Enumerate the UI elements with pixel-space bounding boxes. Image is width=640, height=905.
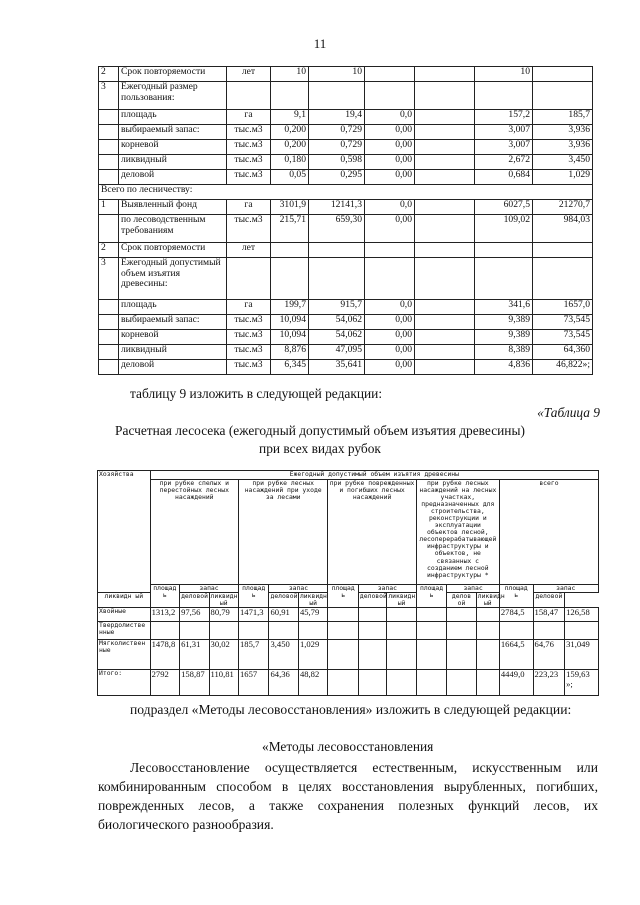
table-cell <box>99 300 119 315</box>
table-cell <box>415 315 475 330</box>
table-cell: 158,47 <box>533 608 565 622</box>
table-cell <box>475 258 533 300</box>
table-cell: 0,00 <box>365 140 415 155</box>
stock-header: запас <box>447 585 500 593</box>
table-cell: деловой <box>119 360 227 375</box>
table-row <box>99 243 593 258</box>
table-label: «Таблица 9 <box>537 405 600 420</box>
table-cell <box>416 670 447 696</box>
table-cell: 73,545 <box>533 315 593 330</box>
table-cell <box>475 82 533 110</box>
table-cell <box>533 622 565 640</box>
table-cell: тыс.м3 <box>227 140 271 155</box>
table-cell: 4,836 <box>475 360 533 375</box>
table-cell: 10,094 <box>271 330 309 345</box>
table-cell: 1657 <box>238 670 269 696</box>
table-cell: 3101,9 <box>271 200 309 215</box>
table-cell: 185,7 <box>533 110 593 125</box>
table-cell: 0,729 <box>309 125 365 140</box>
table-cell <box>227 258 271 300</box>
table-cell <box>415 243 475 258</box>
table-cell: 1664,5 <box>499 640 533 670</box>
table-cell <box>533 67 593 82</box>
liquid-header: ликвидн ый <box>388 592 416 608</box>
table-cell: 158,87 <box>180 670 209 696</box>
table-cell <box>475 243 533 258</box>
table-row <box>99 315 593 330</box>
table-cell <box>533 82 593 110</box>
table-row <box>99 258 593 300</box>
table-cell <box>358 622 386 640</box>
table-cell: площадь <box>119 300 227 315</box>
table-cell <box>358 670 386 696</box>
table-cell: тыс.м3 <box>227 125 271 140</box>
business-header: деловой <box>533 593 565 608</box>
table-cell <box>415 345 475 360</box>
col-main: Ежегодный допустимый объем изъятия древесины <box>150 471 598 480</box>
table-cell <box>387 608 416 622</box>
table-cell <box>415 67 475 82</box>
table-cell: 73,545 <box>533 330 593 345</box>
table-cell <box>387 622 416 640</box>
table-cell <box>387 640 416 670</box>
table-cell <box>328 670 359 696</box>
table-cell: 10 <box>271 67 309 82</box>
table-cell: Срок повторяемости <box>119 243 227 258</box>
area-header: площад ь <box>416 585 447 608</box>
table-cell: 80,79 <box>209 608 238 622</box>
table-cell: тыс.м3 <box>227 315 271 330</box>
table-cell <box>99 140 119 155</box>
table-cell <box>447 640 476 670</box>
table-title: Расчетная лесосека (ежегодный допустимый объем изъятия древесины) <box>115 423 525 438</box>
paragraph-methods: Лесовосстановление осуществляется естественным, искусственным или комбинированным способом в целях восстановления вырубленных, погибших, поврежденных лесов, а также сохранения полезных функций лесов, их биологического разнообразия. <box>98 760 598 832</box>
table-9 <box>97 470 599 696</box>
table-cell: 0,0 <box>365 300 415 315</box>
table-cell: 35,641 <box>309 360 365 375</box>
table-cell <box>415 258 475 300</box>
table-row <box>99 300 593 315</box>
table-cell: 1478,8 <box>150 640 179 670</box>
group-header: всего <box>499 480 598 585</box>
table-cell: 61,31 <box>180 640 209 670</box>
table-cell <box>415 360 475 375</box>
table-cell <box>99 110 119 125</box>
table-row <box>99 110 593 125</box>
table-cell <box>447 670 476 696</box>
table-cell <box>365 67 415 82</box>
row-name: Мягколиствен ные <box>98 640 151 670</box>
row-name: Твердолистве нные <box>98 622 151 640</box>
area-header: площад ь <box>499 585 533 608</box>
table-cell: 0,00 <box>365 360 415 375</box>
table-cell: корневой <box>119 330 227 345</box>
table-cell <box>415 155 475 170</box>
table-cell <box>271 82 309 110</box>
table-cell <box>415 140 475 155</box>
table-cell: 64,36 <box>269 670 298 696</box>
table-cell: 19,4 <box>309 110 365 125</box>
paragraph-methods-intro: подраздел «Методы лесовосстановления» изложить в следующей редакции: <box>130 702 572 717</box>
table-cell: 0,00 <box>365 215 415 243</box>
table-cell: деловой <box>119 170 227 185</box>
table-cell: 64,76 <box>533 640 565 670</box>
forestry-table-continuation <box>98 66 593 375</box>
table-cell: 0,200 <box>271 125 309 140</box>
liquid-header: ликвидн ый <box>477 592 505 608</box>
stock-header: запас <box>533 585 598 593</box>
table-row <box>99 82 593 110</box>
table-cell <box>387 670 416 696</box>
table-cell <box>298 622 327 640</box>
instruction-line: таблицу 9 изложить в следующей редакции: <box>130 386 383 401</box>
table-cell <box>476 640 499 670</box>
stock-header: запас <box>358 585 416 593</box>
table-row <box>99 170 593 185</box>
table-cell: 0,684 <box>475 170 533 185</box>
business-header: деловой <box>269 593 298 608</box>
table-cell: 126,58 <box>565 608 599 622</box>
table-cell: 0,200 <box>271 140 309 155</box>
table-cell <box>269 622 298 640</box>
group-header: при рубке лесных насаждений на лесных участках, предназначенных для строительства, реконструкции и эксплуатации объектов лесной, лесоперерабатывающей инфраструктуры и объектов, не связанных с созданием лесной инфраструктуры * <box>416 480 499 585</box>
table-cell: ликвидный <box>119 345 227 360</box>
table-cell <box>271 243 309 258</box>
table-cell: 341,6 <box>475 300 533 315</box>
table-cell: Всего по лесничеству: <box>99 185 593 200</box>
table-cell: 54,062 <box>309 330 365 345</box>
table-row <box>99 185 593 200</box>
table-cell: 0,00 <box>365 330 415 345</box>
table-cell: 0,05 <box>271 170 309 185</box>
table-cell <box>415 170 475 185</box>
table-cell: га <box>227 200 271 215</box>
table-cell: 0,598 <box>309 155 365 170</box>
table-cell <box>309 243 365 258</box>
table-cell <box>99 360 119 375</box>
table-cell: 3,007 <box>475 140 533 155</box>
table-cell <box>99 215 119 243</box>
liquid-header: ликвидн ый <box>210 592 238 608</box>
table-cell <box>415 110 475 125</box>
table-cell: 30,02 <box>209 640 238 670</box>
table-cell <box>328 608 359 622</box>
table-cell: тыс.м3 <box>227 330 271 345</box>
table-cell: 45,79 <box>298 608 327 622</box>
table-cell: 3,007 <box>475 125 533 140</box>
table-cell <box>415 82 475 110</box>
table-cell: 54,062 <box>309 315 365 330</box>
table-cell: тыс.м3 <box>227 155 271 170</box>
table-cell: 0,0 <box>365 110 415 125</box>
row-name: Итого: <box>98 670 151 696</box>
table-cell <box>150 622 179 640</box>
table-cell: лет <box>227 243 271 258</box>
table-cell: по лесоводственным требованиям <box>119 215 227 243</box>
table-cell <box>533 243 593 258</box>
table-cell: 97,56 <box>180 608 209 622</box>
table-cell: 31,049 <box>565 640 599 670</box>
area-header: площад ь <box>328 585 359 608</box>
table-cell: 6027,5 <box>475 200 533 215</box>
table-row <box>98 622 599 640</box>
table-cell: га <box>227 300 271 315</box>
table-cell: 3,450 <box>533 155 593 170</box>
table-cell: 199,7 <box>271 300 309 315</box>
table-cell: 3,450 <box>269 640 298 670</box>
table-cell <box>476 622 499 640</box>
table-cell: 984,03 <box>533 215 593 243</box>
table-row <box>99 215 593 243</box>
table-cell <box>415 300 475 315</box>
table-cell: 0,0 <box>365 200 415 215</box>
table-cell: 1,029 <box>298 640 327 670</box>
stock-header: запас <box>180 585 239 593</box>
table-cell: 48,82 <box>298 670 327 696</box>
group-header: при рубке поврежденных и погибших лесных насаждений <box>328 480 416 585</box>
table-cell: 3 <box>99 82 119 110</box>
table-row <box>98 670 599 696</box>
table-cell <box>99 155 119 170</box>
table-row <box>99 345 593 360</box>
table-cell: Выявленный фонд <box>119 200 227 215</box>
table-cell: 1 <box>99 200 119 215</box>
table-cell: 215,71 <box>271 215 309 243</box>
row-name: Хвойные <box>98 608 151 622</box>
table-cell: 10 <box>475 67 533 82</box>
table-cell: 3,936 <box>533 125 593 140</box>
table-cell <box>358 640 386 670</box>
table-cell: 64,360 <box>533 345 593 360</box>
table-cell: 9,1 <box>271 110 309 125</box>
table-cell <box>476 608 499 622</box>
table-cell <box>99 315 119 330</box>
table-cell: 0,00 <box>365 315 415 330</box>
business-header: делов ой <box>447 593 476 608</box>
table-cell: 159,63 »; <box>565 670 599 696</box>
table-cell: 0,729 <box>309 140 365 155</box>
table-cell: тыс.м3 <box>227 360 271 375</box>
table-cell: 0,00 <box>365 155 415 170</box>
table-cell <box>365 258 415 300</box>
table-cell: 0,295 <box>309 170 365 185</box>
table-cell <box>209 622 238 640</box>
table-cell: 8,389 <box>475 345 533 360</box>
table-cell <box>309 258 365 300</box>
table-cell <box>415 215 475 243</box>
table-cell <box>328 640 359 670</box>
group-header: при рубке лесных насаждений при уходе за лесами <box>238 480 327 585</box>
table-cell: 2,672 <box>475 155 533 170</box>
table-cell: 185,7 <box>238 640 269 670</box>
table-cell: 6,345 <box>271 360 309 375</box>
table-cell: ликвидный <box>119 155 227 170</box>
business-header: деловой <box>358 593 386 608</box>
table-row <box>99 330 593 345</box>
table-cell: 0,180 <box>271 155 309 170</box>
table-cell: 10 <box>309 67 365 82</box>
table-cell: 2 <box>99 243 119 258</box>
table-cell: 10,094 <box>271 315 309 330</box>
table-cell <box>99 125 119 140</box>
table-cell: 0,00 <box>365 125 415 140</box>
table-cell: тыс.м3 <box>227 345 271 360</box>
table-cell: 2784,5 <box>499 608 533 622</box>
table-cell: 3,936 <box>533 140 593 155</box>
table-cell: 157,2 <box>475 110 533 125</box>
table-cell: 915,7 <box>309 300 365 315</box>
table-cell <box>416 622 447 640</box>
table-cell <box>415 125 475 140</box>
table-cell: Ежегодный размер пользования: <box>119 82 227 110</box>
table-cell: 60,91 <box>269 608 298 622</box>
table-cell <box>99 170 119 185</box>
table-cell <box>365 243 415 258</box>
table-row <box>98 608 599 622</box>
table-cell: 2 <box>99 67 119 82</box>
page-number: 11 <box>313 36 327 51</box>
table-cell: 2792 <box>150 670 179 696</box>
table-cell <box>99 345 119 360</box>
table-cell <box>416 640 447 670</box>
table-cell <box>533 258 593 300</box>
table-cell: 110,81 <box>209 670 238 696</box>
table-cell: 21270,7 <box>533 200 593 215</box>
table-row <box>99 360 593 375</box>
col-farm: Хозяйства <box>98 471 151 593</box>
table-cell: корневой <box>119 140 227 155</box>
table-cell <box>358 608 386 622</box>
table-cell <box>476 670 499 696</box>
table-row <box>99 125 593 140</box>
table-cell: 223,23 <box>533 670 565 696</box>
table-cell: 12141,3 <box>309 200 365 215</box>
table-cell: 47,095 <box>309 345 365 360</box>
table-cell: га <box>227 110 271 125</box>
table-cell: 1,029 <box>533 170 593 185</box>
table-cell: Срок повторяемости <box>119 67 227 82</box>
table-cell <box>565 622 599 640</box>
table-cell: 1657,0 <box>533 300 593 315</box>
table-row <box>99 140 593 155</box>
table-cell: тыс.м3 <box>227 170 271 185</box>
table-cell: выбираемый запас: <box>119 315 227 330</box>
table-cell <box>447 608 476 622</box>
table-cell <box>416 608 447 622</box>
liquid-header: ликвидн ый <box>299 592 327 608</box>
area-header: площад ь <box>150 585 179 608</box>
table-cell <box>227 82 271 110</box>
group-header: при рубке спелых и перестойных лесных насаждений <box>150 480 238 585</box>
table-cell: 1313,2 <box>150 608 179 622</box>
table-cell <box>271 258 309 300</box>
table-cell: выбираемый запас: <box>119 125 227 140</box>
table-cell <box>415 200 475 215</box>
liquid-header: ликвидн ый <box>98 593 151 608</box>
table-cell: 3 <box>99 258 119 300</box>
table-cell: тыс.м3 <box>227 215 271 243</box>
table-cell: 4449,0 <box>499 670 533 696</box>
table-cell: 109,02 <box>475 215 533 243</box>
table-cell <box>309 82 365 110</box>
table-cell: 0,00 <box>365 345 415 360</box>
table-row <box>99 67 593 82</box>
table-cell <box>180 622 209 640</box>
table-cell <box>447 622 476 640</box>
table-cell <box>328 622 359 640</box>
area-header: площад ь <box>238 585 269 608</box>
table-cell: 1471,3 <box>238 608 269 622</box>
table-cell <box>365 82 415 110</box>
table-cell: лет <box>227 67 271 82</box>
stock-header: запас <box>269 585 328 593</box>
table-subtitle: при всех видах рубок <box>259 441 381 456</box>
table-cell: 46,822»; <box>533 360 593 375</box>
table-cell: 9,389 <box>475 330 533 345</box>
table-cell <box>99 330 119 345</box>
table-cell: 659,30 <box>309 215 365 243</box>
table-cell <box>238 622 269 640</box>
table-cell: 8,876 <box>271 345 309 360</box>
table-cell <box>415 330 475 345</box>
table-row <box>99 200 593 215</box>
table-row <box>98 640 599 670</box>
table-row <box>99 155 593 170</box>
table-cell: 0,00 <box>365 170 415 185</box>
business-header: деловой <box>180 593 209 608</box>
table-cell <box>499 622 533 640</box>
table-cell: Ежегодный допустимый объем изъятия древесины: <box>119 258 227 300</box>
table-cell: 9,389 <box>475 315 533 330</box>
section-title: «Методы лесовосстановления <box>262 739 434 754</box>
table-cell: площадь <box>119 110 227 125</box>
